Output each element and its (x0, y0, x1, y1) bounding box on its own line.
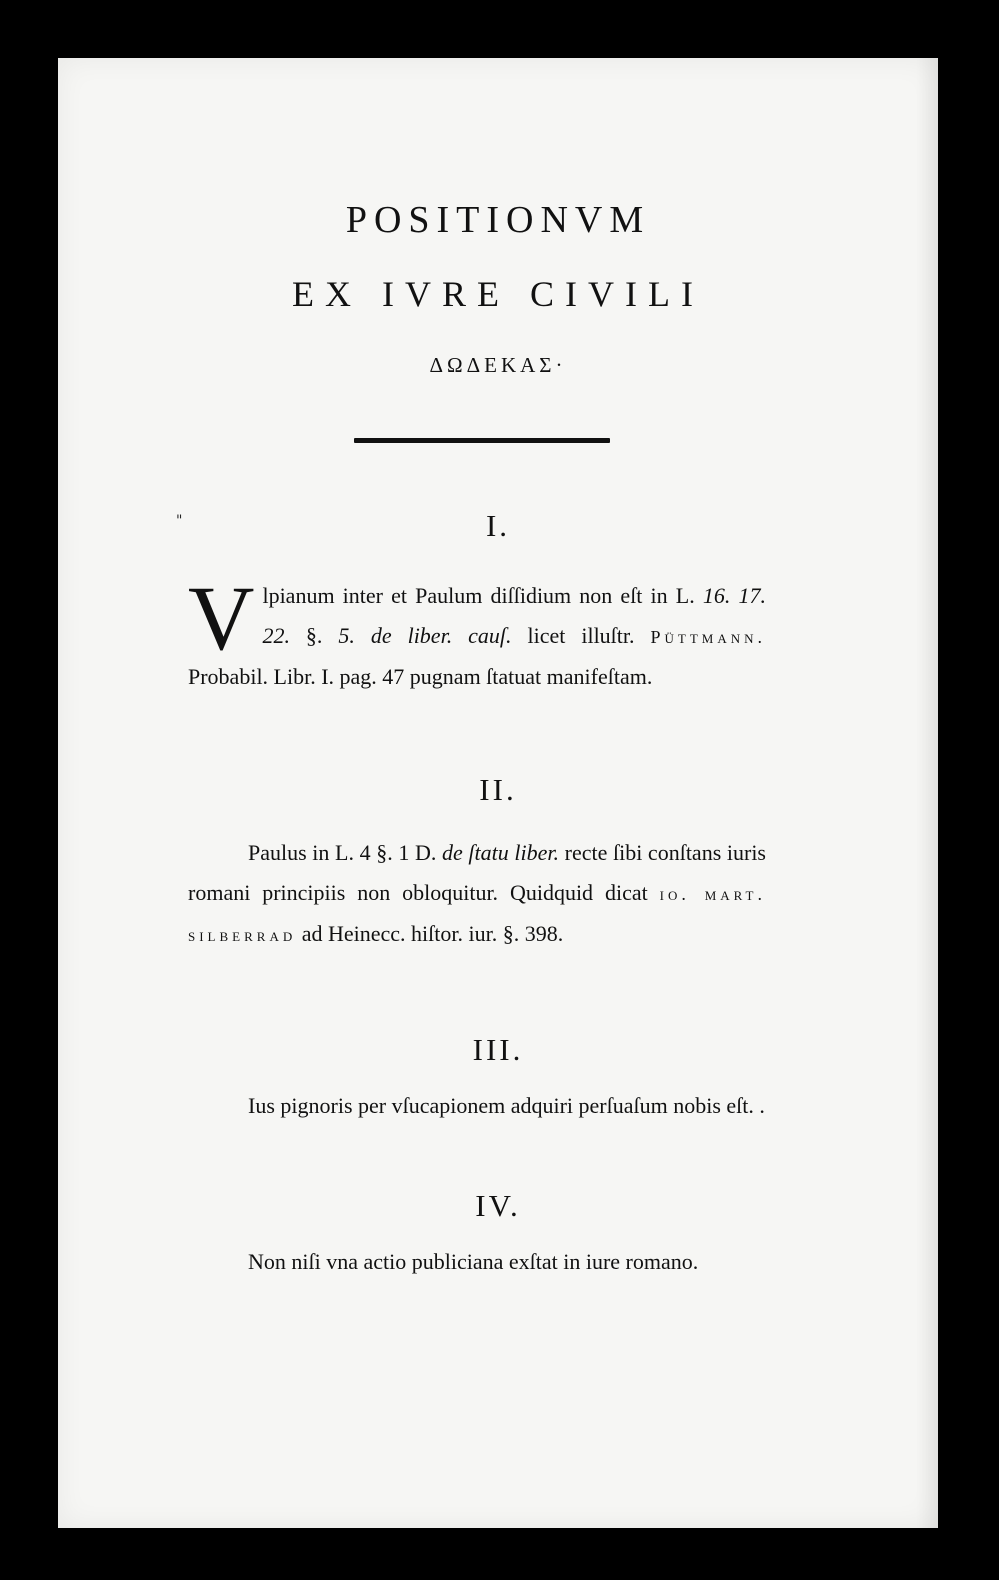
section-2-part-a: Paulus in L. 4 §. 1 D. (248, 840, 443, 865)
section-1-part-a: lpianum inter et Paulum diſſidium non eſt in L. (262, 583, 703, 608)
section-2-smallcaps: io. mart. silberrad (188, 884, 767, 945)
title-line-2: EX IVRE CIVILI (292, 274, 704, 314)
section-numeral-1: I. (485, 508, 511, 543)
section-text-1 (188, 567, 767, 697)
section-2-italic-a: de ſtatu liber. (442, 840, 559, 865)
book-page (58, 58, 938, 1528)
section-numeral-4: IV. (475, 1188, 521, 1223)
stray-mark: " (176, 513, 183, 529)
section-1-part-c: licet illuſtr. (511, 623, 651, 648)
section-text-3: Ius pignoris per vſucapionem adquiri perſuaſum nobis eſt. . (248, 1093, 765, 1118)
section-text-2 (188, 833, 766, 955)
title-line-1: POSITIONVM (345, 199, 651, 241)
section-text-4: Non niſi vna actio publiciana exſtat in iure romano. (248, 1249, 699, 1274)
drop-cap: V (188, 567, 255, 669)
section-1-italic-b: 5. de liber. cauſ. (338, 623, 512, 648)
section-2-part-b: recte ſibi conſtans iuris romani principiis non obloquitur. Quidquid dicat (188, 840, 766, 905)
section-numeral-2: II. (479, 772, 517, 807)
section-numeral-3: III. (472, 1032, 524, 1067)
title-line-3-greek: ΔΩΔΕΚΑΣ· (429, 353, 567, 377)
section-1-italic-a: 16. 17. 22. (262, 583, 767, 648)
section-1-smallcaps: Püttmann. (650, 627, 766, 647)
section-1-part-b: §. (289, 623, 339, 648)
section-2-part-c: ad Heinecc. hiſtor. iur. §. 398. (296, 921, 564, 946)
heading-rule (354, 438, 610, 443)
section-1-part-d: Probabil. Libr. I. pag. 47 pugnam ſtatuat manifeſtam. (188, 664, 653, 689)
